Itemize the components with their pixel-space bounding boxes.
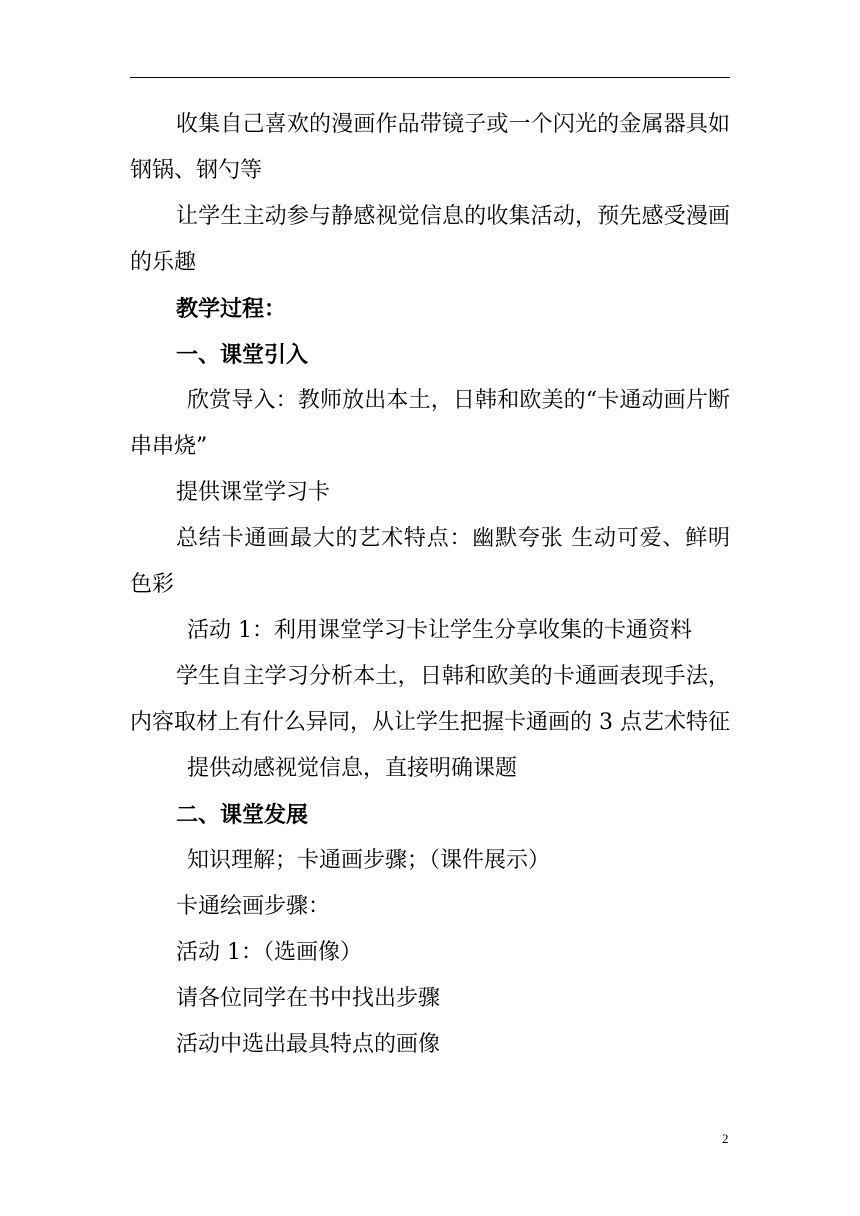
paragraph-activity-select: 活动 1：（选画像） — [176, 940, 362, 965]
header-rule — [130, 77, 730, 78]
paragraph-drawing-steps: 卡通绘画步骤： — [176, 894, 331, 919]
paragraph-visual-info: 提供动感视觉信息，直接明确课题 — [187, 756, 518, 781]
heading-introduction: 一、课堂引入 — [176, 342, 309, 368]
document-body — [130, 102, 730, 1068]
paragraph-appreciation: 欣赏导入：教师放出本土，日韩和欧美的“卡通动画片断串串烧” — [130, 388, 730, 459]
page-number: 2 — [722, 1131, 729, 1146]
heading-teaching-process: 教学过程： — [176, 296, 287, 322]
heading-development: 二、课堂发展 — [176, 802, 309, 828]
paragraph-materials: 收集自己喜欢的漫画作品带镜子或一个闪光的金属器具如钢锅、钢勺等 — [130, 112, 730, 183]
paragraph-study-card: 提供课堂学习卡 — [176, 480, 331, 505]
paragraph-art-features: 总结卡通画最大的艺术特点：幽默夸张 生动可爱、鲜明色彩 — [130, 526, 730, 597]
paragraph-self-study: 学生自主学习分析本土，日韩和欧美的卡通画表现手法，内容取材上有什么异同，从让学生把握卡通画的 3 点艺术特征 — [130, 664, 730, 735]
paragraph-knowledge: 知识理解；卡通画步骤；（课件展示） — [187, 848, 551, 873]
paragraph-find-steps: 请各位同学在书中找出步骤 — [176, 986, 441, 1011]
paragraph-activity-share: 活动 1：利用课堂学习卡让学生分享收集的卡通资料 — [187, 618, 692, 643]
paragraph-purpose: 让学生主动参与静感视觉信息的收集活动，预先感受漫画的乐趣 — [130, 204, 730, 275]
paragraph-choose-image: 活动中选出最具特点的画像 — [176, 1032, 441, 1057]
